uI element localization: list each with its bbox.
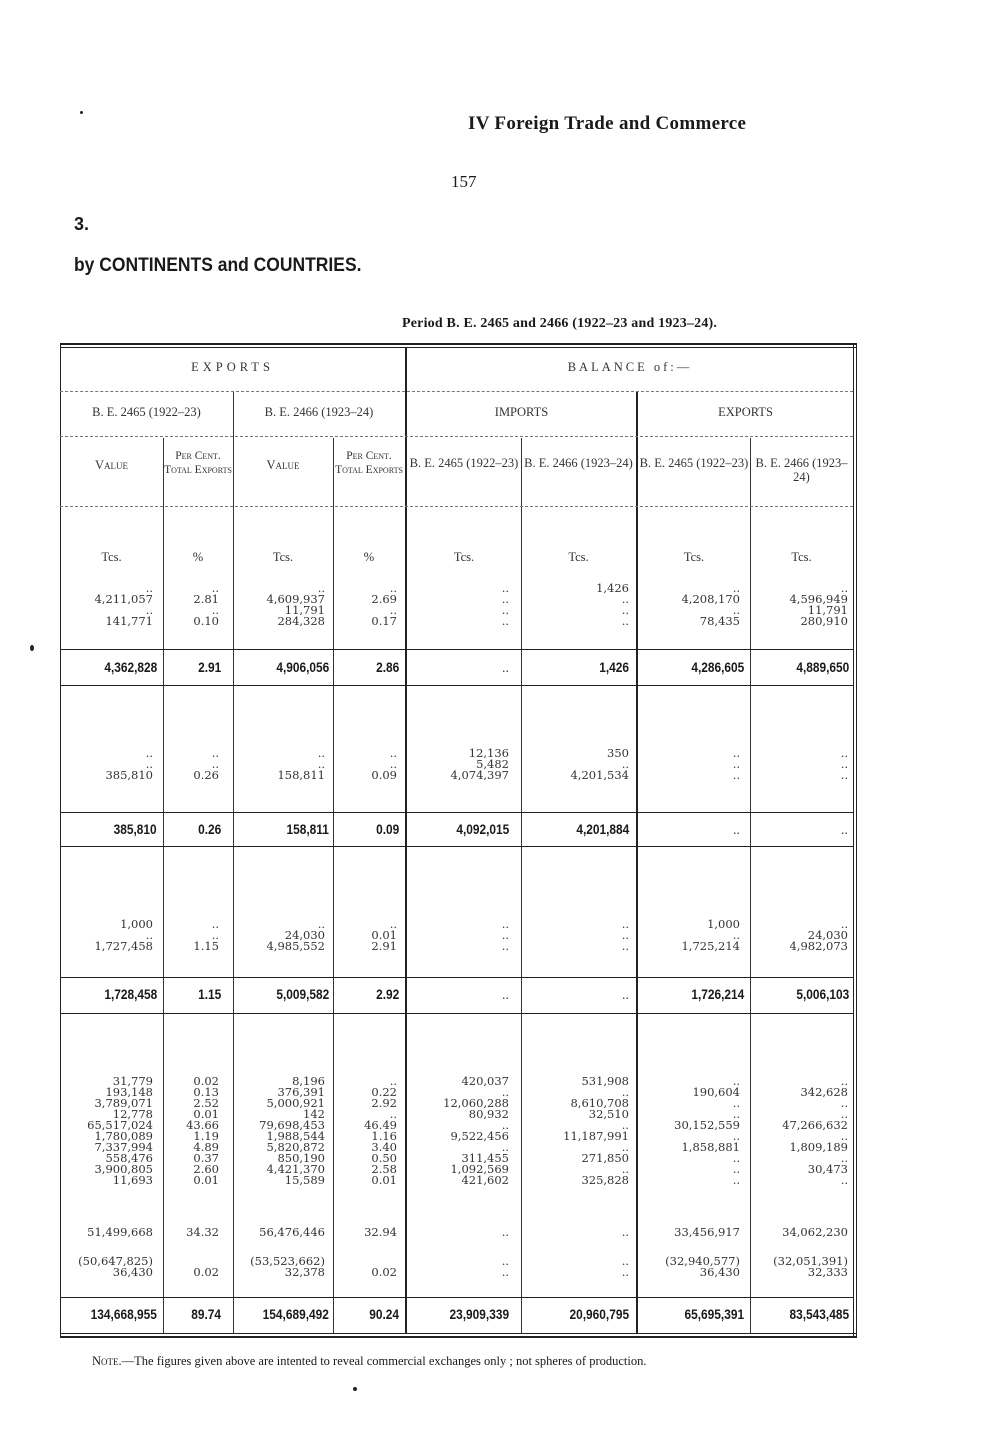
- period-caption: Period B. E. 2465 and 2466 (1922–23 and 1923–24).: [402, 316, 718, 331]
- chapter-title: IV Foreign Trade and Commerce: [468, 113, 747, 134]
- b4-imp-2466: 531,908 .. 8,610,708 32,510 .. 11,187,991 .. 271,850 .. 325,828: [563, 1074, 629, 1187]
- balance-exports-heading: EXPORTS: [718, 405, 773, 419]
- trade-table: [60, 343, 857, 1338]
- col-imports-2465: B. E. 2465 (1922–23): [409, 456, 519, 470]
- b4-extra-exp-2465: (32,940,577) 36,430: [665, 1254, 740, 1279]
- footnote-text: —The figures given above are intented to reveal commercial exchanges only ; not spheres of production.: [121, 1354, 647, 1368]
- ink-speck: [353, 1387, 357, 1391]
- b3-imp-2465: .. .. ..: [501, 917, 509, 953]
- b2-total-exp-2466: ..: [841, 821, 848, 837]
- b2-total-imp-2466: 4,201,884: [576, 821, 629, 837]
- group-exports-heading: EXPORTS: [191, 360, 274, 374]
- b2-exp-2466: .. .. ..: [840, 746, 848, 782]
- b2-value-2466: .. .. 158,811: [277, 746, 325, 782]
- exports-2465-heading: B. E. 2465 (1922–23): [92, 405, 201, 419]
- grand-total-value-2466: 154,689,492: [262, 1306, 329, 1322]
- b4-sub-pct-2465: 34.32: [186, 1225, 219, 1239]
- b4-extra-exp-2466: (32,051,391) 32,333: [773, 1254, 848, 1279]
- footnote-label: Note.: [92, 1354, 122, 1368]
- b2-pct-2466: .. .. 0.09: [371, 746, 397, 782]
- unit-exports-2466: Tcs.: [791, 550, 812, 564]
- b2-pct-2465: .. .. 0.26: [193, 746, 219, 782]
- col-percent-2466: Per Cent. Total Exports: [335, 450, 403, 476]
- grand-total-imp-2465: 23,909,339: [449, 1306, 509, 1322]
- b4-extra-imp-2466: .. ..: [621, 1254, 629, 1279]
- b1-total-imp-2465: ..: [502, 659, 509, 675]
- unit-pct-2466: %: [363, 550, 375, 564]
- b4-value-2465: 31,779 193,148 3,789,071 12,778 65,517,024 1,780,089 7,337,994 558,476 3,900,805 11,693: [87, 1074, 153, 1187]
- b1-total-value-2466: 4,906,056: [276, 659, 329, 675]
- b1-total-imp-2466: 1,426: [599, 659, 629, 675]
- grand-total-pct-2465: 89.74: [191, 1306, 221, 1322]
- exports-2466-heading: B. E. 2466 (1923–24): [264, 405, 374, 419]
- b3-total-value-2465: 1,728,458: [104, 986, 157, 1002]
- b1-exp-2466: .. 4,596,949 11,791 280,910: [789, 581, 848, 628]
- col-value-2465: Value: [94, 458, 129, 472]
- b1-pct-2466: .. 2.69 .. 0.17: [371, 581, 397, 628]
- b4-extra-value-2466: (53,523,662) 32,378: [250, 1254, 325, 1279]
- b1-exp-2465: .. 4,208,170 .. 78,435: [681, 581, 740, 628]
- unit-imports-2466: Tcs.: [568, 550, 589, 564]
- b4-value-2466: 8,196 376,391 5,000,921 142 79,698,453 1,988,544 5,820,872 850,190 4,421,370 15,589: [259, 1074, 325, 1187]
- b4-sub-exp-2466: 34,062,230: [782, 1225, 848, 1239]
- b4-sub-imp-2465: ..: [501, 1225, 509, 1239]
- b1-total-exp-2466: 4,889,650: [796, 659, 849, 675]
- b3-total-pct-2465: 1.15: [197, 986, 221, 1002]
- col-percent-2465: Per Cent. Total Exports: [164, 450, 232, 476]
- grand-total-pct-2466: 90.24: [369, 1306, 399, 1322]
- b4-extra-value-2465: (50,647,825) 36,430: [78, 1254, 153, 1279]
- b4-sub-value-2465: 51,499,668: [87, 1225, 153, 1239]
- b4-sub-exp-2465: 33,456,917: [674, 1225, 740, 1239]
- section-number: 3.: [74, 214, 90, 234]
- page-number: 157: [451, 172, 477, 191]
- b2-imp-2465: 12,136 5,482 4,074,397: [450, 746, 509, 782]
- b2-total-pct-2465: 0.26: [197, 821, 221, 837]
- col-exports-2466: B. E. 2466 (1923–24): [755, 456, 848, 484]
- b3-exp-2466: .. 24,030 4,982,073: [789, 917, 848, 953]
- unit-value-2465: Tcs.: [101, 550, 122, 564]
- b2-total-exp-2465: ..: [733, 821, 740, 837]
- b2-imp-2466: 350 .. 4,201,534: [570, 746, 629, 782]
- b4-extra-pct-2465: 0.02: [193, 1265, 219, 1279]
- b1-value-2466: .. 4,609,937 11,791 284,328: [266, 581, 325, 628]
- b1-imp-2465: .. .. .. ..: [501, 581, 509, 628]
- grand-total-imp-2466: 20,960,795: [569, 1306, 629, 1322]
- footnote: [92, 1354, 646, 1369]
- b2-total-value-2466: 158,811: [286, 821, 329, 837]
- b3-total-pct-2466: 2.92: [375, 986, 399, 1002]
- b4-exp-2466: .. 342,628 .. .. 47,266,632 .. 1,809,189 .. 30,473 ..: [782, 1074, 848, 1187]
- unit-pct-2465: %: [192, 550, 204, 564]
- section-subtitle: by CONTINENTS and COUNTRIES.: [74, 255, 362, 276]
- col-exports-2465: B. E. 2465 (1922–23): [639, 456, 749, 470]
- b1-imp-2466: 1,426 .. .. ..: [596, 581, 629, 628]
- b4-pct-2466: .. 0.22 2.92 .. 46.49 1.16 3.40 0.50 2.58 0.01: [364, 1074, 397, 1187]
- b4-exp-2465: .. 190,604 .. .. 30,152,559 .. 1,858,881 .. .. ..: [674, 1074, 740, 1187]
- b1-total-value-2465: 4,362,828: [104, 659, 157, 675]
- unit-exports-2465: Tcs.: [683, 550, 705, 564]
- b2-total-imp-2465: 4,092,015: [456, 821, 509, 837]
- b1-total-pct-2465: 2.91: [197, 659, 221, 675]
- b3-total-exp-2466: 5,006,103: [796, 986, 849, 1002]
- col-imports-2466: B. E. 2466 (1923–24): [524, 456, 633, 470]
- b3-pct-2465: .. .. 1.15: [193, 917, 219, 953]
- ink-speck: [80, 111, 83, 114]
- grand-total-value-2465: 134,668,955: [90, 1306, 157, 1322]
- b3-exp-2465: 1,000 .. 1,725,214: [681, 917, 740, 953]
- b3-imp-2466: .. .. ..: [621, 917, 629, 953]
- b4-sub-pct-2466: 32.94: [364, 1225, 397, 1239]
- b2-exp-2465: .. .. ..: [732, 746, 740, 782]
- b2-total-value-2465: 385,810: [113, 821, 157, 837]
- b4-pct-2465: 0.02 0.13 2.52 0.01 43.66 1.19 4.89 0.37 2.60 0.01: [186, 1074, 219, 1187]
- b3-total-imp-2466: ..: [622, 986, 629, 1002]
- ink-speck: [30, 645, 34, 651]
- b2-total-pct-2466: 0.09: [375, 821, 399, 837]
- b1-pct-2465: .. 2.81 .. 0.10: [193, 581, 219, 628]
- col-value-2466: Value: [266, 458, 300, 472]
- b1-total-exp-2465: 4,286,605: [691, 659, 744, 675]
- unit-value-2466: Tcs.: [272, 550, 294, 564]
- b3-total-value-2466: 5,009,582: [276, 986, 329, 1002]
- group-balance-heading: BALANCE of:—: [567, 360, 693, 374]
- balance-imports-heading: IMPORTS: [494, 405, 549, 419]
- b4-extra-imp-2465: .. ..: [501, 1254, 509, 1279]
- unit-imports-2465: Tcs.: [453, 550, 475, 564]
- b3-total-imp-2465: ..: [502, 986, 509, 1002]
- b4-extra-pct-2466: 0.02: [371, 1265, 397, 1279]
- b3-pct-2466: .. 0.01 2.91: [371, 917, 397, 953]
- grand-total-exp-2466: 83,543,485: [789, 1306, 849, 1322]
- b4-sub-value-2466: 56,476,446: [259, 1225, 325, 1239]
- b2-value-2465: .. .. 385,810: [105, 746, 153, 782]
- b4-sub-imp-2466: ..: [621, 1225, 629, 1239]
- b4-imp-2465: 420,037 .. 12,060,288 80,932 .. 9,522,456 .. 311,455 1,092,569 421,602: [443, 1074, 509, 1187]
- grand-total-exp-2465: 65,695,391: [684, 1306, 744, 1322]
- b3-value-2465: 1,000 .. 1,727,458: [94, 917, 153, 953]
- b3-total-exp-2465: 1,726,214: [691, 986, 744, 1002]
- b1-total-pct-2466: 2.86: [375, 659, 399, 675]
- b1-value-2465: .. 4,211,057 .. 141,771: [94, 581, 153, 628]
- b3-value-2466: .. 24,030 4,985,552: [266, 917, 325, 953]
